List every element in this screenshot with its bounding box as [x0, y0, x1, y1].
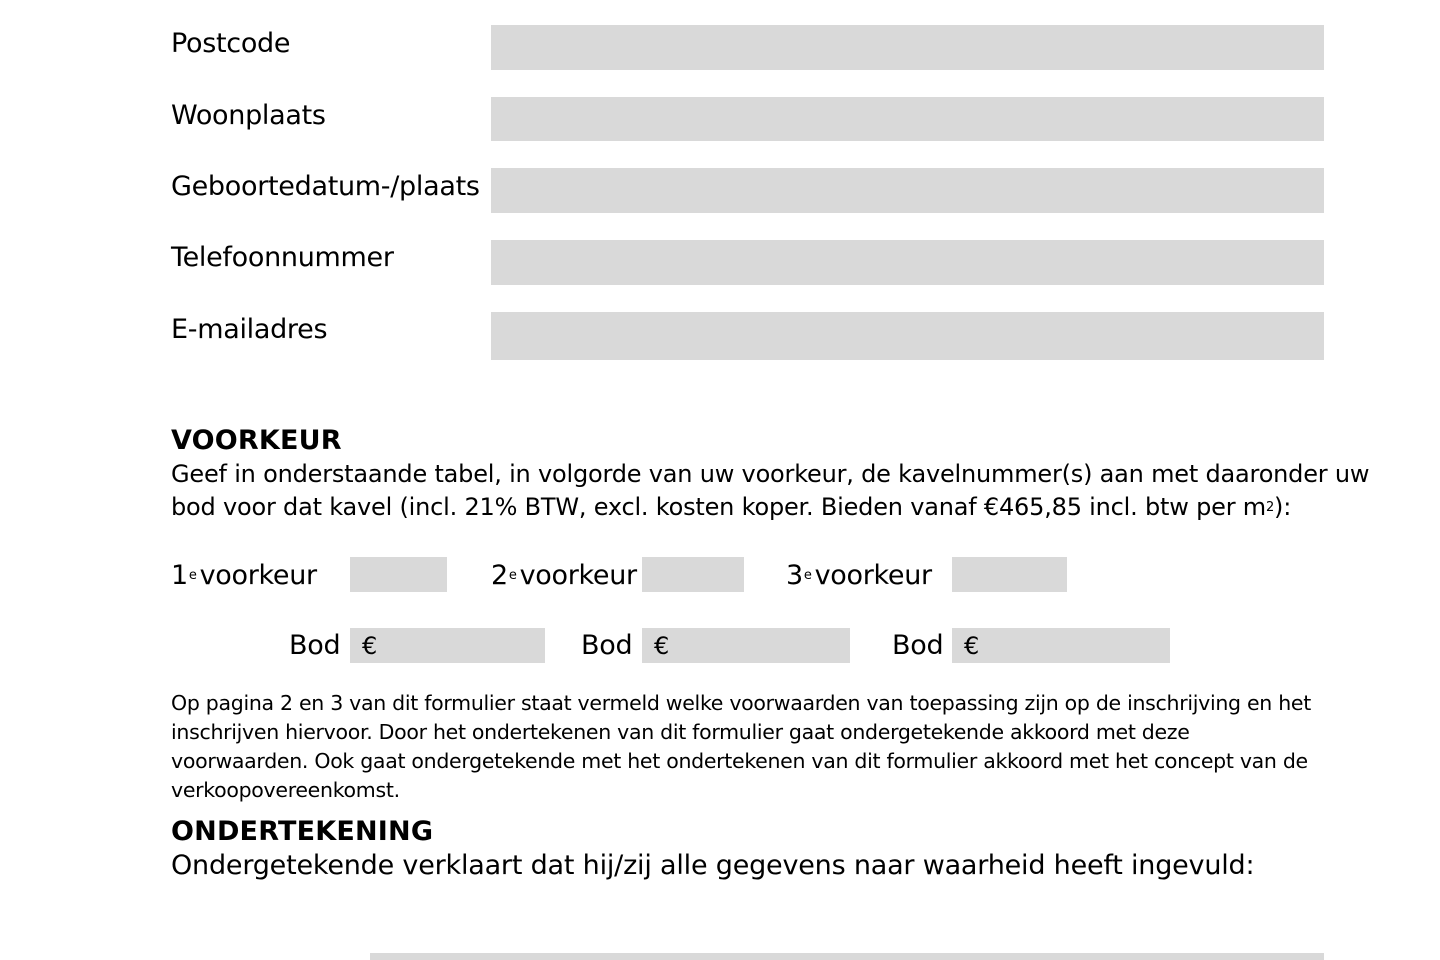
pref1-sup: e	[188, 568, 197, 583]
bod2-label: Bod	[581, 630, 633, 661]
bod1-input[interactable]	[384, 628, 545, 663]
bod2-euro-sign: €	[654, 632, 670, 660]
pref2-label	[491, 560, 637, 592]
pref2-text: voorkeur	[519, 560, 637, 591]
email-input[interactable]	[491, 312, 1324, 360]
bod1-euro-sign: €	[362, 632, 378, 660]
telefoonnummer-input[interactable]	[491, 240, 1324, 285]
voorkeur-intro-line1: Geef in onderstaande tabel, in volgorde van uw voorkeur, de kavelnummer(s) aan met daaronder uw	[171, 460, 1370, 488]
pref1-num: 1	[171, 560, 188, 591]
bod3-euro-sign: €	[964, 632, 980, 660]
geboortedatum-label: Geboortedatum-/plaats	[171, 171, 480, 202]
voorkeur-intro-sup: 2	[1265, 500, 1275, 515]
voorkeur-intro	[171, 458, 1370, 524]
bod1-label: Bod	[289, 630, 341, 661]
pref1-kavel-input[interactable]	[350, 557, 447, 592]
pref1-text: voorkeur	[199, 560, 317, 591]
pref2-kavel-input[interactable]	[642, 557, 744, 592]
terms-line2: inschrijven hiervoor. Door het ondertekenen van dit formulier gaat ondergetekende akkoord met deze	[171, 720, 1190, 744]
bod1-field[interactable]	[350, 628, 545, 663]
pref2-sup: e	[508, 568, 517, 583]
telefoonnummer-label: Telefoonnummer	[171, 242, 394, 273]
voorkeur-intro-line2-a: bod voor dat kavel (incl. 21% BTW, excl. kosten koper. Bieden vanaf €465,85 incl. btw per m	[171, 493, 1266, 521]
signature-input[interactable]	[370, 953, 1324, 960]
woonplaats-input[interactable]	[491, 97, 1324, 141]
bod2-field[interactable]	[642, 628, 850, 663]
geboortedatum-input[interactable]	[491, 168, 1324, 213]
ondertekening-statement: Ondergetekende verklaart dat hij/zij alle gegevens naar waarheid heeft ingevuld:	[171, 850, 1255, 881]
email-label: E-mailadres	[171, 314, 328, 345]
pref2-num: 2	[491, 560, 508, 591]
bod2-input[interactable]	[676, 628, 850, 663]
pref3-label	[786, 560, 932, 592]
voorkeur-heading: VOORKEUR	[171, 425, 342, 456]
bod3-field[interactable]	[952, 628, 1170, 663]
terms-line3: voorwaarden. Ook gaat ondergetekende met het ondertekenen van dit formulier akkoord met het concept van de	[171, 749, 1308, 773]
woonplaats-label: Woonplaats	[171, 100, 326, 131]
voorkeur-intro-line2-b: ):	[1274, 493, 1292, 521]
pref3-kavel-input[interactable]	[952, 557, 1067, 592]
bod3-label: Bod	[892, 630, 944, 661]
postcode-label: Postcode	[171, 28, 291, 59]
bod3-input[interactable]	[986, 628, 1170, 663]
terms-line1: Op pagina 2 en 3 van dit formulier staat vermeld welke voorwaarden van toepassing zijn op de inschrijving en het	[171, 691, 1311, 715]
terms-paragraph	[171, 689, 1351, 805]
terms-line4: verkoopovereenkomst.	[171, 778, 400, 802]
pref3-num: 3	[786, 560, 803, 591]
pref3-text: voorkeur	[814, 560, 932, 591]
postcode-input[interactable]	[491, 25, 1324, 70]
voorkeur-intro-line2	[171, 491, 1351, 524]
pref1-label	[171, 560, 317, 592]
ondertekening-heading: ONDERTEKENING	[171, 816, 434, 847]
pref3-sup: e	[803, 568, 812, 583]
